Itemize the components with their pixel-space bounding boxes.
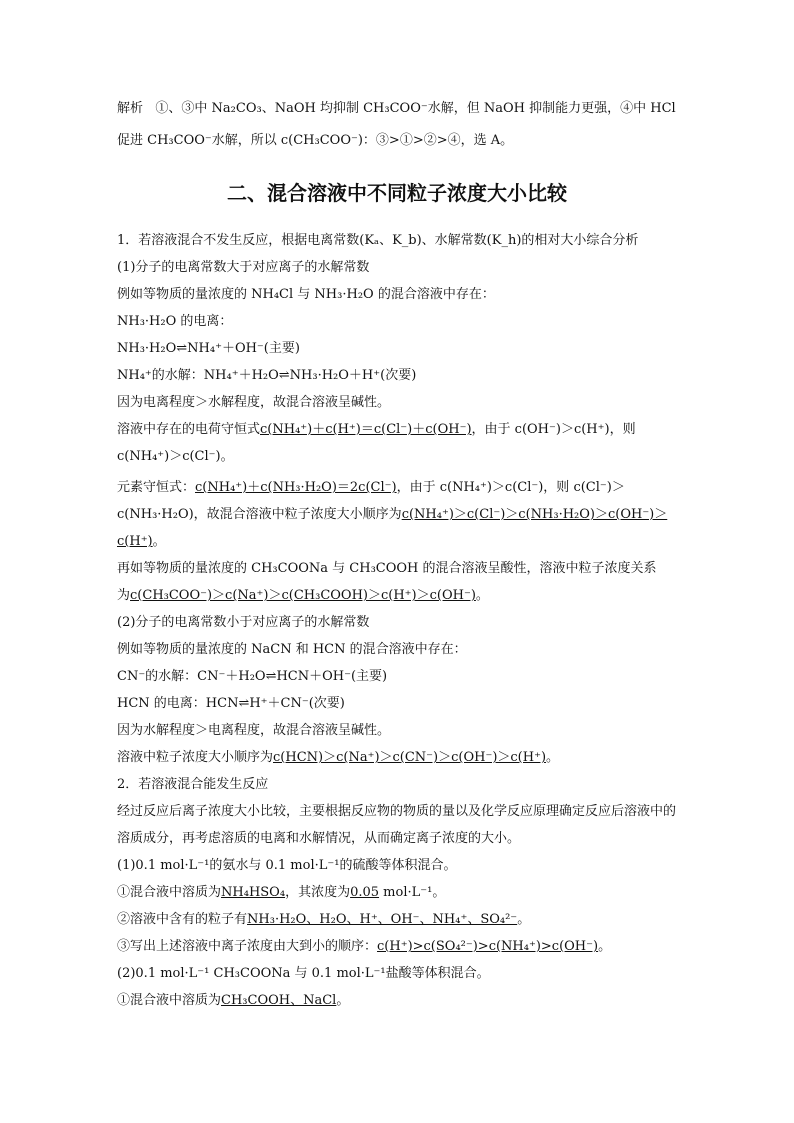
p1-concl1: 因为电离程度＞水解程度，故混合溶液呈碱性。	[117, 395, 391, 410]
p1-hyd2: CN⁻的水解：CN⁻＋H₂O⇌HCN＋OH⁻(主要)	[117, 669, 388, 684]
p2-q1: (1)0.1 mol·L⁻¹的氨水与 0.1 mol·L⁻¹的硫酸等体积混合。	[117, 858, 457, 873]
p1-ion1-label: NH₃·H₂O 的电离：	[117, 314, 233, 329]
analysis-text: ①、③中 Na₂CO₃、NaOH 均抑制 CH₃COO⁻水解，但 NaOH 抑制能力更强，④中 HCl	[155, 101, 676, 116]
text: 。	[152, 534, 166, 549]
p1-ex1: 例如等物质的量浓度的 NH₄Cl 与 NH₃·H₂O 的混合溶液中存在：	[117, 287, 495, 302]
p1-hyd1-eq: NH₄⁺的水解：NH₄⁺＋H₂O⇌NH₃·H₂O＋H⁺(次要)	[117, 368, 417, 383]
text: mol·L⁻¹。	[379, 885, 446, 900]
p2-q2: (2)0.1 mol·L⁻¹ CH₃COONa 与 0.1 mol·L⁻¹盐酸等体积混合。	[117, 966, 490, 981]
p1-ion1-eq: NH₃·H₂O⇌NH₄⁺＋OH⁻(主要)	[117, 341, 300, 356]
p2-q2-1	[117, 987, 677, 1014]
analysis-line-1	[117, 93, 677, 125]
text: 溶液中粒子浓度大小顺序为	[117, 750, 274, 765]
text: ①混合液中溶质为	[117, 993, 222, 1008]
answer-underline: CH₃COOH、NaCl	[221, 993, 337, 1008]
answer-underline: c(CH₃COO⁻)＞c(Na⁺)＞c(CH₃COOH)＞c(H⁺)＞c(OH⁻)	[130, 588, 476, 603]
p1-ex2-order	[117, 582, 677, 609]
analysis-label: 解析	[117, 101, 144, 116]
p1-ex3: 例如等物质的量浓度的 NaCN 和 HCN 的混合溶液中存在：	[117, 642, 467, 657]
text: ①混合液中溶质为	[117, 885, 222, 900]
answer-underline: c(NH₄⁺)＞c(Cl⁻)＞c(NH₃·H₂O)＞c(OH⁻)＞c(H⁺)	[117, 507, 668, 549]
p2-q1-1	[117, 879, 677, 906]
answer-underline: c(NH₄⁺)＋c(H⁺)＝c(Cl⁻)＋c(OH⁻)	[260, 422, 472, 437]
section-title: 二、混合溶液中不同粒子浓度大小比较	[227, 181, 567, 205]
answer-underline: c(HCN)＞c(Na⁺)＞c(CN⁻)＞c(OH⁻)＞c(H⁺)	[273, 750, 547, 765]
p1-ex2: 再如等物质的量浓度的 CH₃COONa 与 CH₃COOH 的混合溶液呈酸性，溶液中粒子浓度关系	[117, 561, 657, 576]
p1-sub2: (2)分子的电离常数小于对应离子的水解常数	[117, 615, 370, 630]
p1-material-balance	[117, 474, 677, 555]
answer-underline: NH₄HSO₄	[221, 885, 286, 900]
text: 为	[117, 588, 131, 603]
text: 。	[598, 939, 612, 954]
text: 溶液中存在的电荷守恒式	[117, 422, 261, 437]
p2-q1-2	[117, 906, 677, 933]
document-page	[117, 93, 677, 1014]
p2-heading: 2．若溶液混合能发生反应	[117, 777, 269, 792]
analysis-line-2: 促进 CH₃COO⁻水解，所以 c(CH₃COO⁻)：③>①>②>④，选 A。	[117, 133, 514, 148]
p2-intro: 经过反应后离子浓度大小比较，主要根据反应物的物质的量以及化学反应原理确定反应后溶液中的溶质成分，再考虑溶质的电离和水解情况，从而确定离子浓度的大小。	[117, 804, 677, 846]
p1-concl2: 因为水解程度＞电离程度，故混合溶液呈碱性。	[117, 723, 391, 738]
text: 。	[546, 750, 560, 765]
text: 。	[517, 912, 531, 927]
text: ，由于 c(OH⁻)＞c(H⁺)，则 c(NH₄⁺)＞c(Cl⁻)。	[117, 422, 636, 464]
text: ③写出上述溶液中离子浓度由大到小的顺序：	[117, 939, 378, 954]
text: ，由于 c(NH₄⁺)＞c(Cl⁻)，则 c(Cl⁻)＞c(NH₃·H₂O)，故混合溶液中粒子浓度大小顺序为	[117, 480, 625, 522]
p1-sub1: (1)分子的电离常数大于对应离子的水解常数	[117, 260, 370, 275]
p1-ion2: HCN 的电离：HCN⇌H⁺＋CN⁻(次要)	[117, 696, 345, 711]
text: 。	[336, 993, 350, 1008]
text: 元素守恒式：	[117, 480, 196, 495]
answer-underline: c(H⁺)>c(SO₄²⁻)>c(NH₄⁺)>c(OH⁻)	[377, 939, 599, 954]
answer-underline: NH₃·H₂O、H₂O、H⁺、OH⁻、NH₄⁺、SO₄²⁻	[247, 912, 518, 927]
text: ，其浓度为	[285, 885, 351, 900]
p1-order	[117, 744, 677, 771]
answer-underline: 0.05	[350, 885, 380, 900]
p1-heading: 1．若溶液混合不发生反应，根据电离常数(Kₐ、K_b)、水解常数(K_h)的相对大小综合分析	[117, 233, 639, 248]
p1-charge-balance	[117, 416, 677, 470]
p2-q1-3	[117, 933, 677, 960]
answer-underline: c(NH₄⁺)＋c(NH₃·H₂O)＝2c(Cl⁻)	[195, 480, 397, 495]
text: ②溶液中含有的粒子有	[117, 912, 248, 927]
text: 。	[475, 588, 489, 603]
